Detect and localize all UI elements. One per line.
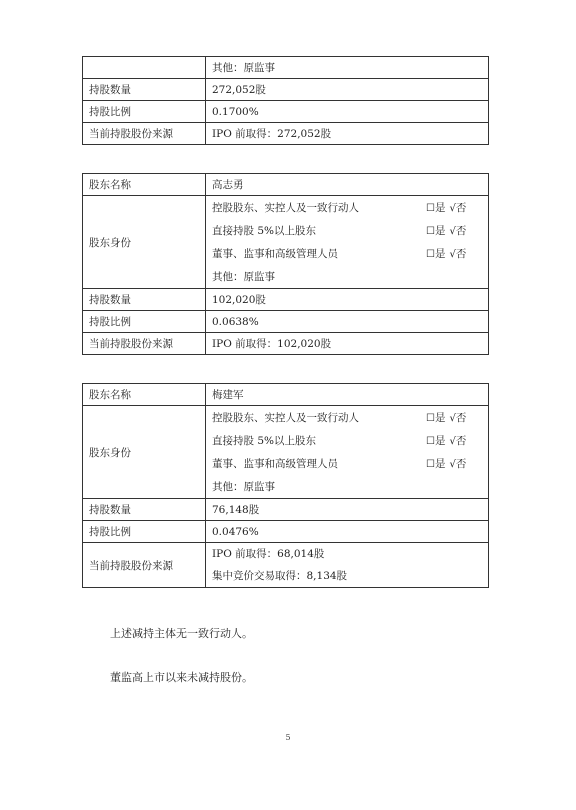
name-label: 股东名称 xyxy=(83,174,206,196)
option-no: √否 xyxy=(449,225,467,237)
checkmark-icon: √ xyxy=(449,459,456,470)
checkbox-empty-icon: ☐ xyxy=(426,459,435,470)
identity-cell xyxy=(206,406,489,499)
identity-cell xyxy=(206,196,489,289)
table-row xyxy=(83,384,489,406)
shares-label: 持股数量 xyxy=(83,79,206,101)
source-label: 当前持股股份来源 xyxy=(83,123,206,145)
option-yes: ☐是 xyxy=(426,225,446,237)
ratio-label: 持股比例 xyxy=(83,521,206,543)
identity-desc: 其他：原监事 xyxy=(212,481,275,493)
shareholder-table-2 xyxy=(82,173,489,355)
option-no: √否 xyxy=(449,458,467,470)
ratio-label: 持股比例 xyxy=(83,101,206,123)
ratio-value: 0.1700% xyxy=(206,101,489,123)
identity-label: 股东身份 xyxy=(83,196,206,289)
page-number: 5 xyxy=(285,733,291,742)
option-yes: ☐是 xyxy=(426,458,446,470)
identity-options xyxy=(426,410,482,425)
source-value xyxy=(206,543,489,588)
table-row xyxy=(83,174,489,196)
ratio-value: 0.0476% xyxy=(206,521,489,543)
identity-options xyxy=(426,200,482,215)
shares-value: 102,020股 xyxy=(206,289,489,311)
option-yes: ☐是 xyxy=(426,412,446,424)
identity-desc: 直接持股 5%以上股东 xyxy=(212,225,316,237)
shareholder-table-3 xyxy=(82,383,489,588)
option-no: √否 xyxy=(449,248,467,260)
option-yes: ☐是 xyxy=(426,435,446,447)
source-line: 集中竞价交易取得：8,134股 xyxy=(212,570,348,582)
paragraph: 上述减持主体无一致行动人。 xyxy=(110,627,253,640)
ratio-label: 持股比例 xyxy=(83,311,206,333)
option-no: √否 xyxy=(449,412,467,424)
identity-desc: 控股股东、实控人及一致行动人 xyxy=(212,412,359,424)
identity-line xyxy=(212,219,482,242)
ratio-value: 0.0638% xyxy=(206,311,489,333)
table-cell-label xyxy=(83,57,206,79)
identity-options xyxy=(426,433,482,448)
checkmark-icon: √ xyxy=(449,413,456,424)
identity-desc: 董事、监事和高级管理人员 xyxy=(212,458,338,470)
identity-desc: 控股股东、实控人及一致行动人 xyxy=(212,202,359,214)
shares-label: 持股数量 xyxy=(83,289,206,311)
table-cell-value: 其他：原监事 xyxy=(206,57,489,79)
table-row xyxy=(83,79,489,101)
source-label: 当前持股股份来源 xyxy=(83,543,206,588)
table-row xyxy=(83,543,489,588)
table-row xyxy=(83,499,489,521)
identity-line xyxy=(212,406,482,429)
checkmark-icon: √ xyxy=(449,249,456,260)
table-row xyxy=(83,333,489,355)
name-label: 股东名称 xyxy=(83,384,206,406)
identity-options xyxy=(426,223,482,238)
source-label: 当前持股股份来源 xyxy=(83,333,206,355)
checkbox-empty-icon: ☐ xyxy=(426,226,435,237)
identity-line xyxy=(212,452,482,475)
identity-line xyxy=(212,429,482,452)
shares-label: 持股数量 xyxy=(83,499,206,521)
identity-options xyxy=(426,246,482,261)
shares-value: 272,052股 xyxy=(206,79,489,101)
source-value: IPO 前取得：102,020股 xyxy=(206,333,489,355)
checkbox-empty-icon: ☐ xyxy=(426,249,435,260)
table-row xyxy=(83,101,489,123)
option-no: √否 xyxy=(449,202,467,214)
table-row xyxy=(83,289,489,311)
identity-line xyxy=(212,196,482,219)
table-row xyxy=(83,406,489,499)
identity-line xyxy=(212,475,482,498)
option-yes: ☐是 xyxy=(426,202,446,214)
checkbox-empty-icon: ☐ xyxy=(426,436,435,447)
name-value: 梅建军 xyxy=(206,384,489,406)
identity-options xyxy=(426,456,482,471)
table-row xyxy=(83,521,489,543)
table-row xyxy=(83,123,489,145)
shares-value: 76,148股 xyxy=(206,499,489,521)
name-value: 高志勇 xyxy=(206,174,489,196)
checkmark-icon: √ xyxy=(449,203,456,214)
identity-line xyxy=(212,265,482,288)
checkmark-icon: √ xyxy=(449,436,456,447)
source-line: IPO 前取得：68,014股 xyxy=(212,548,325,560)
shareholder-table-1 xyxy=(82,56,489,145)
paragraph: 董监高上市以来未减持股份。 xyxy=(110,671,253,684)
checkbox-empty-icon: ☐ xyxy=(426,413,435,424)
identity-desc: 董事、监事和高级管理人员 xyxy=(212,248,338,260)
option-no: √否 xyxy=(449,435,467,447)
identity-line xyxy=(212,242,482,265)
option-yes: ☐是 xyxy=(426,248,446,260)
table-row xyxy=(83,311,489,333)
identity-label: 股东身份 xyxy=(83,406,206,499)
identity-desc: 其他：原监事 xyxy=(212,271,275,283)
checkmark-icon: √ xyxy=(449,226,456,237)
table-row xyxy=(83,196,489,289)
source-value: IPO 前取得：272,052股 xyxy=(206,123,489,145)
identity-desc: 直接持股 5%以上股东 xyxy=(212,435,316,447)
table-row xyxy=(83,57,489,79)
checkbox-empty-icon: ☐ xyxy=(426,203,435,214)
